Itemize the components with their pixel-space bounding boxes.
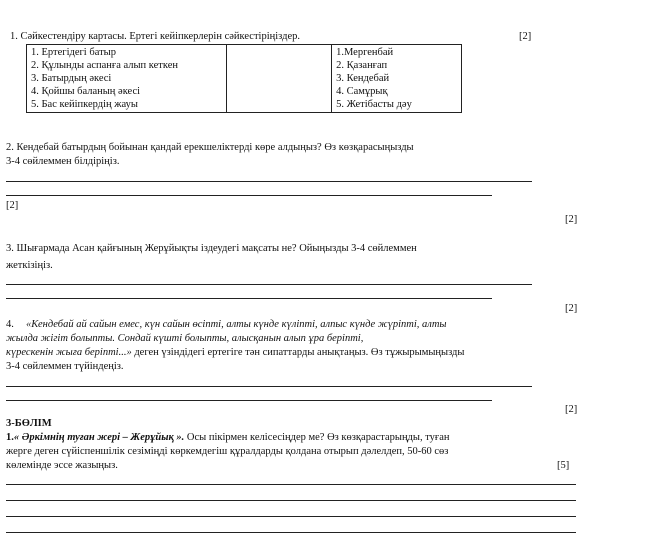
q3-line2: жеткізіңіз. <box>6 260 53 271</box>
answer-line <box>6 284 532 285</box>
right-item: 2. Қазанғап <box>336 60 388 71</box>
q3-score: [2] <box>565 303 578 314</box>
answer-line <box>6 195 492 196</box>
left-item: 5. Бас кейіпкердің жауы <box>31 99 138 110</box>
right-item: 3. Кендебай <box>336 73 390 84</box>
section3-line2: жерге деген сүйіспеншілік сезіміңді көркемдегіш құралдарды қолдана отырып дәлелдеп, 50-60 сөз <box>6 446 449 457</box>
q3-line1: 3. Шығармада Асан қайғының Жерұйықты іздеудегі мақсаты не? Ойыңызды 3-4 сөйлеммен <box>6 243 417 254</box>
answer-line <box>6 386 532 387</box>
section3-prefix: 1. <box>6 432 14 443</box>
left-item: 2. Құлынды аспанға алып кеткен <box>31 60 178 71</box>
left-item: 1. Ертегідегі батыр <box>31 47 116 58</box>
right-item: 4. Самұрық <box>336 86 388 97</box>
q2-score-left: [2] <box>6 200 19 211</box>
answer-line <box>6 400 492 401</box>
answer-line <box>6 516 576 517</box>
q4-line4: 3-4 сөйлеммен түйіндеңіз. <box>6 361 124 372</box>
q2-line2: 3-4 сөйлеммен білдіріңіз. <box>6 156 120 167</box>
answer-line <box>6 532 576 533</box>
right-item: 1.Мергенбай <box>336 47 394 58</box>
section3-title: 3-БӨЛІМ <box>6 418 52 429</box>
q1-text: 1. Сәйкестендіру картасы. Ертегі кейіпкерлерін сәйкестіріңіздер. <box>10 31 300 42</box>
answer-line <box>6 181 532 182</box>
right-item: 5. Жетібасты дәу <box>336 99 412 110</box>
q4-number: 4. <box>6 319 14 330</box>
section3-line1 <box>6 431 450 444</box>
q4-score: [2] <box>565 404 578 415</box>
answer-line <box>6 484 576 485</box>
left-item: 4. Қойшы баланың әкесі <box>31 86 141 97</box>
q2-line1: 2. Кендебай батырдың бойынан қандай ерекшеліктерді көре алдыңыз? Өз көзқарасыңызды <box>6 142 414 153</box>
q4-prompt: деген үзіндідегі ертегіге тән сипаттарды анықтаңыз. Өз тұжырымыңызды <box>131 347 465 358</box>
left-column <box>27 45 227 113</box>
right-column <box>332 45 462 113</box>
left-item: 3. Батырдың әкесі <box>31 73 112 84</box>
q4-quote-line3: күрескенін жыға беріпті...» <box>6 347 132 358</box>
q1-score: [2] <box>519 31 532 42</box>
middle-column <box>227 45 332 113</box>
q4-quote-line1: «Кендебай ай сайын емес, күн сайын өсіпті, алты күнде күліпті, алпыс күнде жүріпті, алты <box>26 319 447 330</box>
section3-line3: көлемінде эссе жазыңыз. <box>6 460 118 471</box>
section3-score: [5] <box>557 460 570 471</box>
q4-line3 <box>6 346 464 359</box>
q2-score-right: [2] <box>565 214 578 225</box>
answer-line <box>6 500 576 501</box>
answer-line <box>6 298 492 299</box>
section3-quote: « Әркімнің туған жері – Жерұйық ». <box>13 432 185 443</box>
matching-table <box>26 44 462 113</box>
section3-prompt: Осы пікірмен келісесіңдер ме? Өз көзқарастарыңды, туған <box>184 432 450 443</box>
q4-quote-line2: жылда жігіт болыпты. Сондай күшті болыпты, алысқанын алып ұра беріпті, <box>6 333 364 344</box>
